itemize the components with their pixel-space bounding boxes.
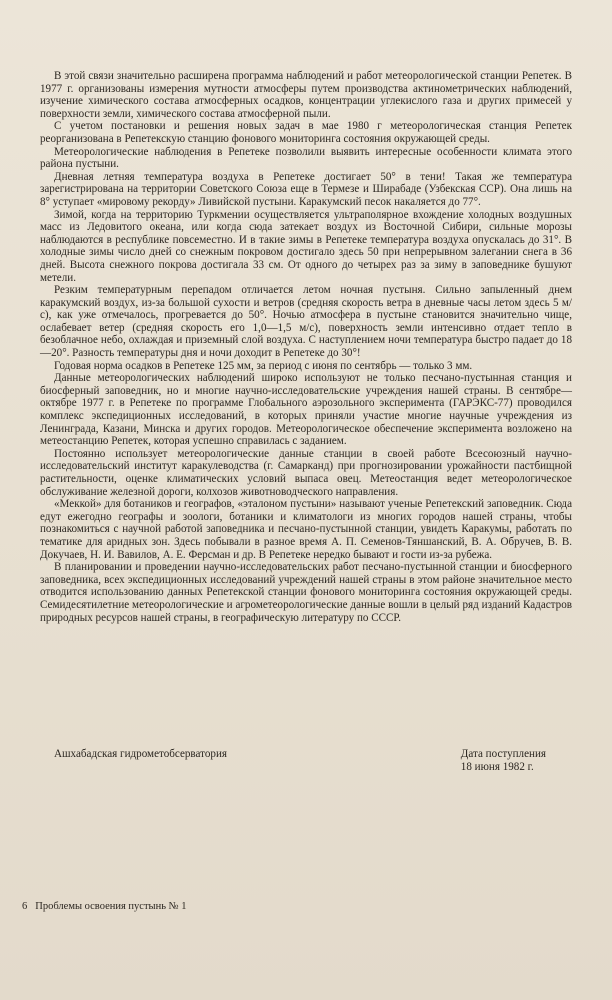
paragraph-data-usage: Данные метеорологических наблюдений широко используют не только песчано-пустынная станция и биосферный заповедник, но и многие научно-исследовательские учреждения нашей страны. В сентябре—октябре 1977 г. в Репетеке по программе Глобального аэрозольного эксперимента (ГАРЭКС-77) проводился комплекс экспедиционных исследований, в которых приняли участие многие научные учреждения из Ленинграда, Казани, Минска и других городов. Метеорологическое обеспечение эксперимента возложено на метеостанцию Репетек, которая успешно справилась с заданием. bbox=[40, 372, 572, 448]
received-label: Дата поступления bbox=[460, 748, 546, 760]
paragraph-institute-usage: Постоянно использует метеорологические данные станции в своей работе Всесоюзный научно-исследовательский институт каракулеводства (г. Самарканд) при прогнозировании урожайности пастбищной растительности, оценке климатических условий выпаса овец. Метеостанция ведет метеорологическое обслуживание железной дороги, колхозов животноводческого направления. bbox=[40, 447, 572, 498]
paragraph-observation-program: В этой связи значительно расширена программа наблюдений и работ метеорологической станции Репетек. В 1977 г. организованы измерения мутности атмосферы путем производства актинометрических наблюдений, изучение химического состава атмосферных осадков, концентрации углекислого газа и других примесей у поверхности земли, химического состава атмосферной пыли. bbox=[40, 70, 572, 120]
page-number: 6 bbox=[22, 901, 28, 912]
paragraph-winter-conditions: Зимой, когда на территорию Туркмении осуществляется ультраполярное вхождение холодных воздушных масс из Ледовитого океана, или когда сюда затекает воздух из Восточной Сибири, сильные морозы наблюдаются в республике повсеместно. И в такие зимы в Репетеке температура воздуха опускалась до 31°. В холодные зимы число дней со снежным покровом достигало здесь 50 при непрерывном залегании снега в 36 дней. Высота снежного покрова достигала 33 см. От одного до четырех раз за зиму в заповеднике бушуют метели. bbox=[40, 208, 572, 284]
page-footer bbox=[22, 901, 187, 912]
received-date-block bbox=[461, 748, 546, 773]
paragraph-climate-features: Метеорологические наблюдения в Репетеке позволили выявить интересные особенности климата этого района пустыни. bbox=[40, 145, 572, 171]
organization-name: Ашхабадская гидрометобсерватория bbox=[54, 748, 227, 760]
paragraph-research-planning: В планировании и проведении научно-исследовательских работ песчано-пустынной станции и биосферного заповедника, всех экспедиционных исследований учреждений нашей страны в этом районе значительное место отводится использованию данных Репетекской станции фонового мониторинга состояния окружающей среды. Семидесятилетние метеорологические и агрометеорологические данные вошли в целый ряд изданий Кадастров природных ресурсов нашей страны, в географическую литературу по СССР. bbox=[40, 561, 572, 624]
paragraph-precipitation: Годовая норма осадков в Репетеке 125 мм, за период с июня по сентябрь — только 3 мм. bbox=[54, 359, 473, 372]
paragraph-temperature-drop: Резким температурным перепадом отличается летом ночная пустыня. Сильно запыленный днем каракумский воздух, из-за большой сухости и ветров (средняя скорость ветра в дневные часы летом здесь 5 м/с), как уже отмечалось, прогревается до 50°. Ночью атмосфера в пустыне становится значительно чище, ослабевает ветер (средняя скорость его 1,0—1,5 м/с), поверхность земли интенсивно отдает тепло в безоблачное небо, охлаждая и приземный слой воздуха. С наступлением ночи температура быстро падает до 18—20°. Разность температуры дня и ночи доходит в Репетеке до 30°! bbox=[40, 284, 572, 360]
paragraph-summer-temperature: Дневная летняя температура воздуха в Репетеке достигает 50° в тени! Такая же температура зарегистрирована на территории Советского Союза еще в Термезе и Ширабаде (Узбекская ССР). Она лишь на 8° уступает «мировому рекорду» Ливийской пустыни. Каракумский песок накаляется до 77°. bbox=[40, 170, 572, 208]
paragraph-mecca-for-scientists: «Меккой» для ботаников и географов, «эталоном пустыни» называют ученые Репетекский заповедник. Сюда едут ежегодно географы и зоологи, ботаники и климатологи из многих городов нашей страны, чтобы познакомиться с научной работой заповедника и песчано-пустынной станции, увидеть Каракумы, работать по тематике для аридных зон. Здесь побывали в разное время А. П. Семенов-Тяншанский, В. А. Обручев, В. В. Докучаев, Н. И. Вавилов, А. Е. Ферсман и др. В Репетеке нередко бывают и гости из-за рубежа. bbox=[40, 498, 572, 561]
paragraph-station-reorganization: С учетом постановки и решения новых задач в мае 1980 г метеорологическая станция Репетек реорганизована в Репетекскую станцию фонового мониторинга состояния окружающей среды. bbox=[40, 120, 572, 145]
received-date: 18 июня 1982 г. bbox=[460, 760, 534, 773]
journal-title: Проблемы освоения пустынь № 1 bbox=[35, 901, 187, 912]
article-body bbox=[40, 70, 572, 624]
